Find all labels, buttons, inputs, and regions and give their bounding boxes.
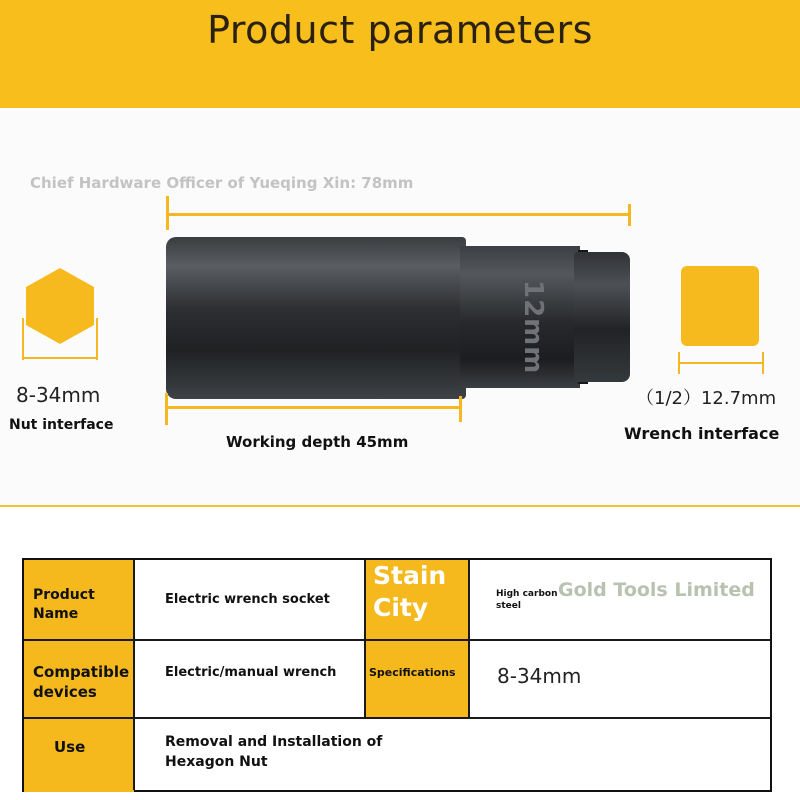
wrench-dimension-tick-left [678,352,680,374]
nut-dimension-tick-right [96,318,98,360]
socket-engraving: 12mm [518,280,548,375]
table-label: Use [54,738,86,756]
table-value: Electric/manual wrench [165,665,337,680]
working-depth-label: Working depth 45mm [226,433,409,451]
nut-size: 8-34mm [16,383,101,407]
overlay-caption: Chief Hardware Officer of Yueqing Xin: 78mm [30,174,414,192]
table-value: High carbon steel [496,589,558,611]
nut-interface-label: Nut interface [9,417,114,433]
depth-dimension-tick-right [459,396,462,422]
square-drive-icon [681,266,759,346]
wrench-dimension-line [679,362,763,364]
parameter-table [22,558,772,792]
table-label: Specifications [369,666,456,679]
specifications-label-cell [365,640,469,718]
table-label: Stain City [373,561,447,622]
table-row-divider [24,717,770,719]
nut-dimension-tick-left [22,318,24,360]
table-column-divider [468,560,470,718]
watermark: Gold Tools Limited [558,579,755,601]
table-label: Product Name [33,587,95,622]
table-label: Compatible devices [33,663,130,701]
table-value: Electric wrench socket [165,592,330,607]
table-value: 8-34mm [497,664,582,688]
table-value: Removal and Installation of Hexagon Nut [165,734,383,770]
diagram-divider [0,505,800,507]
table-row-divider [24,639,770,641]
header-banner [0,0,800,108]
nut-dimension-line [22,357,98,359]
page-title: Product parameters [207,8,593,52]
wrench-interface-label: Wrench interface [624,424,780,443]
hexagon-nut-icon [26,268,94,344]
table-column-divider [364,560,366,718]
wrench-dimension-tick-right [762,352,764,374]
depth-dimension-line [166,406,462,409]
length-dimension-line [167,213,631,216]
depth-dimension-tick-left [165,393,168,425]
length-dimension-tick-right [628,204,631,226]
wrench-size: （1/2）12.7mm [636,388,777,409]
table-column-divider [133,560,135,790]
length-dimension-tick-left [166,196,169,230]
socket-square-drive [574,252,630,382]
socket-body [166,237,466,399]
